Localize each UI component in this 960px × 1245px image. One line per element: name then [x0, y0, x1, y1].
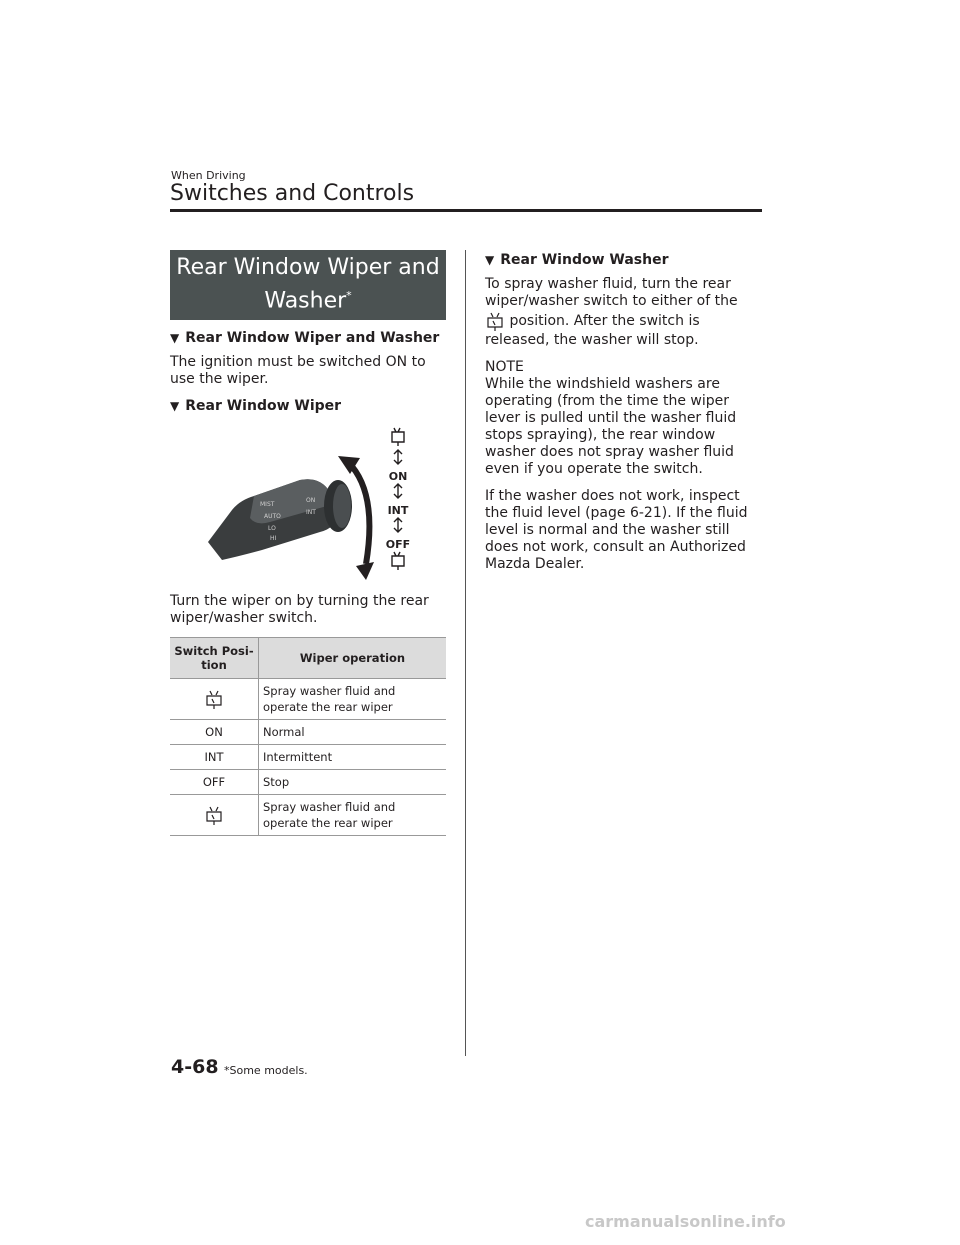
spray-paragraph: [485, 276, 765, 349]
spray-text-before: To spray washer fluid, turn the rear wiper/washer switch to either of the: [485, 276, 738, 309]
spray-text-after: position. After the switch is released, the washer will stop.: [485, 313, 700, 348]
ignition-paragraph: The ignition must be switched ON to use the wiper.: [170, 354, 426, 388]
washer-icon: [204, 804, 224, 826]
note-label: NOTE: [485, 359, 524, 375]
triangle-icon: ▼: [170, 331, 180, 346]
table-cell-operation: Spray washer fluid and operate the rear wiper: [259, 679, 447, 720]
header-switch-position: Switch Posi-tion: [170, 638, 259, 679]
subheading-wiper-washer: [170, 330, 446, 346]
right-column: [485, 250, 765, 583]
washer-icon: [204, 688, 224, 710]
table-cell-position: ON: [170, 720, 259, 745]
left-column: [170, 250, 446, 836]
subheading-rear-wiper: [170, 398, 446, 414]
subheading-text: Rear Window Wiper: [185, 398, 342, 415]
wiper-lever-illustration: [170, 422, 446, 587]
svg-text:MIST: MIST: [260, 501, 275, 509]
page-number: 4-68: [171, 1056, 219, 1078]
section-label: When Driving: [171, 169, 246, 182]
footnote: *Some models.: [224, 1064, 308, 1077]
table-row: [170, 720, 446, 745]
section-title: Rear Window Wiper and Washer: [176, 255, 440, 314]
triangle-icon: ▼: [485, 253, 495, 267]
label-off: OFF: [385, 538, 411, 552]
section-title-box: [170, 250, 446, 320]
wiper-operation-table: [170, 637, 446, 836]
table-row: [170, 795, 446, 836]
table-cell-position: INT: [170, 745, 259, 770]
table-row: [170, 770, 446, 795]
watermark: carmanualsonline.info: [585, 1212, 786, 1231]
footnote-marker: *: [346, 289, 352, 302]
table-cell-operation: Intermittent: [259, 745, 447, 770]
svg-text:ON: ON: [306, 497, 316, 505]
column-divider: [465, 250, 466, 1056]
svg-text:LO: LO: [268, 525, 276, 533]
note-text: While the windshield washers are operating (from the time the wiper lever is pulled until the washer fluid stops spraying), the rear window washer does not spray washer fluid even if you operate the switch.: [485, 376, 737, 477]
svg-text:AUTO: AUTO: [264, 513, 281, 521]
turn-paragraph: Turn the wiper on by turning the rear wiper/washer switch.: [170, 593, 429, 627]
washer-icon: [485, 310, 505, 332]
page-title: Switches and Controls: [170, 181, 415, 206]
table-row: [170, 745, 446, 770]
table-cell-operation: Spray washer fluid and operate the rear wiper: [259, 795, 447, 836]
label-int: INT: [387, 504, 409, 518]
label-on: ON: [388, 470, 408, 484]
svg-text:HI: HI: [270, 535, 277, 543]
table-row: [170, 679, 446, 720]
header-rule: [170, 209, 762, 212]
table-cell-position: OFF: [170, 770, 259, 795]
subheading-text: Rear Window Wiper and Washer: [185, 330, 440, 347]
inspect-paragraph: If the washer does not work, inspect the fluid level (page 6-21). If the fluid level is normal and the washer still does not work, consult an Authorized Mazda Dealer.: [485, 488, 748, 572]
header-wiper-operation: Wiper operation: [259, 638, 447, 679]
table-cell-operation: Normal: [259, 720, 447, 745]
table-cell-operation: Stop: [259, 770, 447, 795]
svg-text:INT: INT: [306, 509, 316, 517]
wiper-lever-figure: [170, 422, 446, 587]
subheading-text: Rear Window Washer: [500, 252, 669, 268]
triangle-icon: ▼: [170, 399, 180, 414]
subheading-rear-washer: [485, 252, 765, 268]
